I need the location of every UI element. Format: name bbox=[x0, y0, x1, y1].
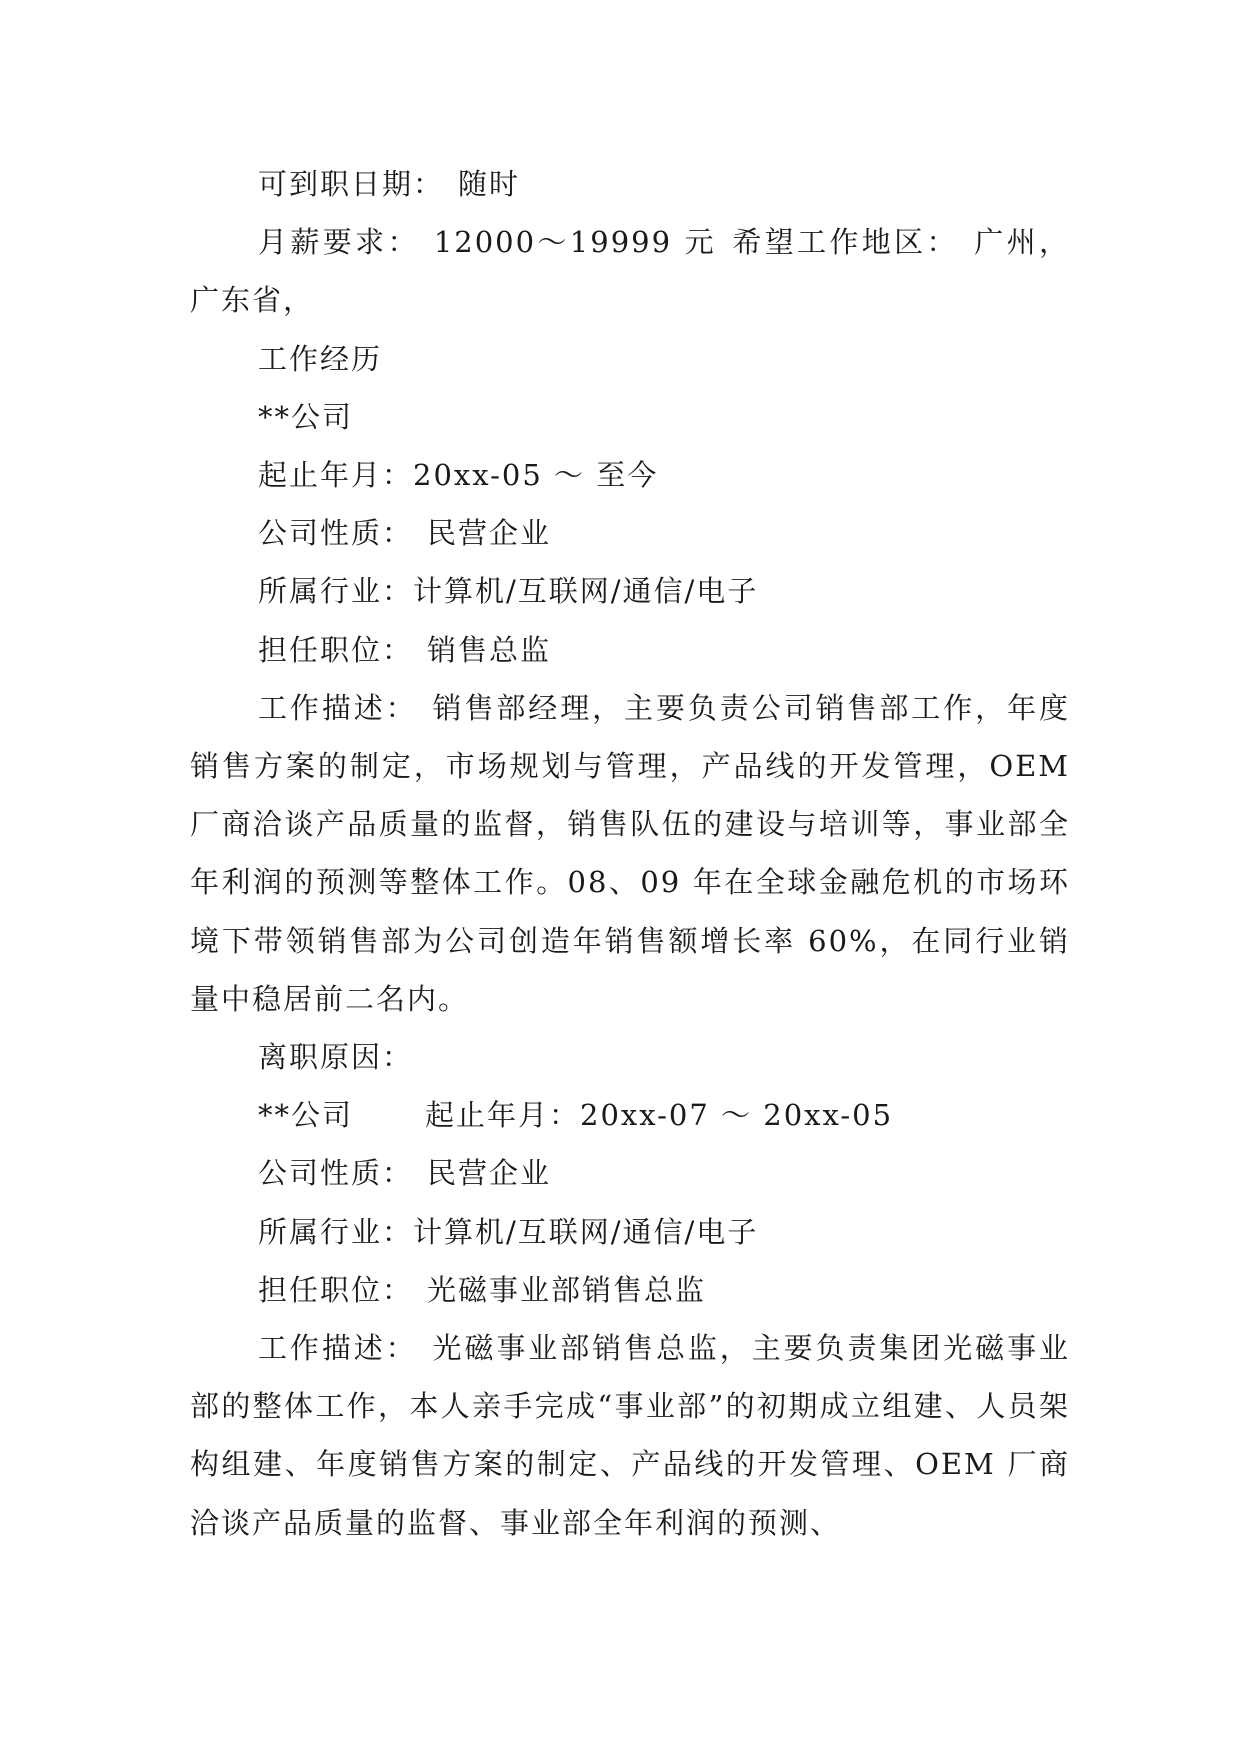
resume-page bbox=[190, 155, 1082, 1552]
availability-line bbox=[190, 155, 1070, 213]
job1-period-value: 20xx-05 ～ 至今 bbox=[413, 458, 659, 493]
job1-nature-label: 公司性质： bbox=[258, 516, 414, 551]
job1-position-label: 担任职位： bbox=[258, 632, 414, 667]
job1-description bbox=[190, 679, 1082, 1028]
job2-nature-value: 民营企业 bbox=[427, 1156, 552, 1191]
job1-description-text: 销售部经理，主要负责公司销售部工作，年度销售方案的制定，市场规划与管理，产品线的开发管理，OEM 厂商洽谈产品质量的监督，销售队伍的建设与培训等，事业部全年利润的预测等整体工作。08、09 年在全球金融危机的市场环境下带领销售部为公司创造年销售额增长率 60%，在同行业销量中稳居前二名内。 bbox=[190, 690, 1082, 1016]
job2-position-label: 担任职位： bbox=[258, 1272, 414, 1307]
salary-line bbox=[190, 213, 1070, 329]
job2-company: **公司 bbox=[258, 1098, 354, 1133]
location-value: 广州，广东省， bbox=[190, 225, 1070, 318]
job2-industry-value: 计算机/互联网/通信/电子 bbox=[413, 1214, 759, 1249]
job2-position-value: 光磁事业部销售总监 bbox=[427, 1272, 707, 1307]
availability-value: 随时 bbox=[458, 167, 521, 201]
salary-value: 12000～19999 元 bbox=[433, 225, 717, 260]
job1-period-label: 起止年月： bbox=[258, 458, 414, 493]
location-label: 希望工作地区： bbox=[730, 225, 959, 260]
job2-description-label: 工作描述： bbox=[258, 1331, 418, 1366]
job2-description bbox=[190, 1319, 1070, 1552]
job1-position bbox=[190, 621, 1070, 679]
job1-period bbox=[190, 446, 1070, 504]
job2-header bbox=[190, 1086, 1070, 1144]
job2-industry-label: 所属行业： bbox=[258, 1214, 414, 1249]
job2-period-label: 起止年月： bbox=[425, 1098, 581, 1133]
job1-industry-value: 计算机/互联网/通信/电子 bbox=[413, 574, 759, 609]
salary-label: 月薪要求： bbox=[258, 225, 420, 260]
job2-nature bbox=[190, 1144, 1070, 1202]
availability-label: 可到职日期： bbox=[258, 167, 445, 201]
job2-nature-label: 公司性质： bbox=[258, 1156, 414, 1191]
job1-leave-reason: 离职原因： bbox=[258, 1040, 414, 1075]
job2-period-value: 20xx-07 ～ 20xx-05 bbox=[580, 1098, 894, 1133]
job1-description-label: 工作描述： bbox=[258, 690, 418, 725]
job1-industry bbox=[190, 562, 1070, 620]
job2-position bbox=[190, 1261, 1070, 1319]
section-title: 工作经历 bbox=[258, 341, 383, 376]
job1-position-value: 销售总监 bbox=[427, 632, 552, 667]
job2-industry bbox=[190, 1203, 1070, 1261]
job2-description-text: 光磁事业部销售总监，主要负责集团光磁事业部的整体工作，本人亲手完成“事业部”的初期成立组建、人员架构组建、年度销售方案的制定、产品线的开发管理、OEM 厂商洽谈产品质量的监督、事业部全年利润的预测、 bbox=[190, 1331, 1070, 1540]
job1-nature bbox=[190, 504, 1070, 562]
job1-company: **公司 bbox=[258, 399, 354, 434]
job1-industry-label: 所属行业： bbox=[258, 574, 414, 609]
job1-nature-value: 民营企业 bbox=[427, 516, 552, 551]
